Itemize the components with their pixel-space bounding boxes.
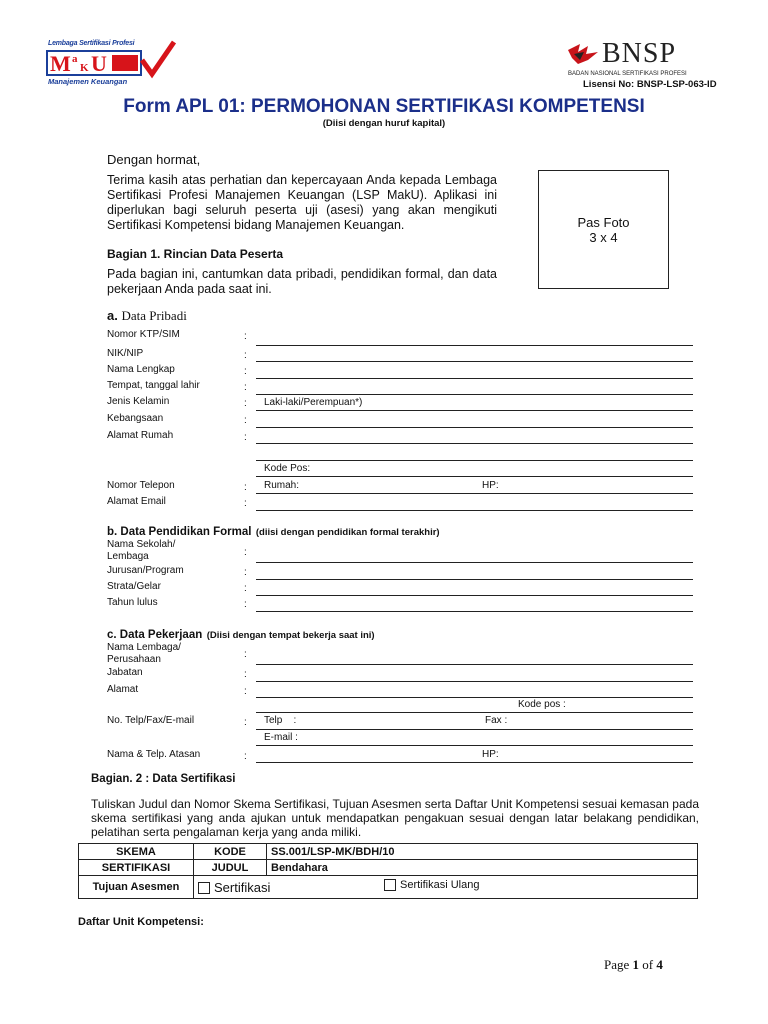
label-kebangsaan: Kebangsaan [107,413,164,424]
hp-atasan-label: HP: [482,749,499,760]
colon: : [244,331,247,342]
input-alamat-1[interactable] [256,443,693,444]
colon: : [244,482,247,493]
section-c-title: c. Data Pekerjaan [107,629,203,641]
judul-label: JUDUL [194,860,267,876]
jk-value: Laki-laki/Perempuan*) [264,397,363,408]
label-nik: NIK/NIP [107,348,144,359]
colon: : [244,599,247,610]
input-atasan[interactable] [256,762,693,763]
svg-text:a: a [72,53,78,65]
tujuan-label: Tujuan Asesmen [79,876,194,899]
input-jabatan[interactable] [256,681,693,682]
colon: : [244,498,247,509]
hp-label: HP: [482,480,499,491]
label-jurusan: Jurusan/Program [107,565,184,576]
input-lembaga[interactable] [256,664,693,665]
page-prefix: Page [604,957,630,972]
section-a-prefix: a. [107,308,118,323]
label-tahun: Tahun lulus [107,597,158,608]
label-strata: Strata/Gelar [107,581,161,592]
colon: : [244,415,247,426]
input-tahun[interactable] [256,611,693,612]
colon: : [244,547,247,558]
input-nama[interactable] [256,378,693,379]
daftar-unit-heading: Daftar Unit Kompetensi: [78,916,204,928]
sertifikasi-cell: SERTIFIKASI [79,860,194,876]
bnsp-subtitle: BADAN NASIONAL SERTIFIKASI PROFESI [568,71,687,77]
option-sertifikasi[interactable] [198,880,270,895]
colon: : [244,567,247,578]
checkbox-sertifikasi[interactable] [198,882,210,894]
bnsp-name: BNSP [602,38,677,69]
logo-top-text: Lembaga Sertifikasi Profesi [48,40,135,47]
bagian1-desc: Pada bagian ini, cantumkan data pribadi, pendidikan formal, dan data pekerjaan Anda pada saat ini. [107,267,497,296]
logo-bottom-text: Manajemen Keuangan [48,77,128,86]
kodepos-kerja-label: Kode pos : [518,699,566,710]
input-kodepos[interactable] [256,476,693,477]
judul-value: Bendahara [267,860,698,876]
form-subtitle: (Diisi dengan huruf kapital) [322,118,446,129]
logo-letters [50,51,142,75]
input-email[interactable] [256,510,693,511]
page-current: 1 [632,957,640,972]
checkbox-sertifikasi-ulang[interactable] [384,879,396,891]
input-ktp[interactable] [256,345,693,346]
input-jk[interactable] [256,410,693,411]
section-a-heading [107,308,187,324]
bagian2-heading: Bagian. 2 : Data Sertifikasi [91,773,236,785]
colon: : [244,382,247,393]
input-alamat-2[interactable] [256,460,693,461]
telp-kerja-label: Telp : [264,715,297,726]
input-telepon[interactable] [256,493,693,494]
form-title: Form APL 01: PERMOHONAN SERTIFIKASI KOMPETENSI [123,96,645,117]
label-alamat-kerja: Alamat [107,684,139,695]
svg-text:M: M [50,51,71,75]
section-a-title: Data Pribadi [121,308,187,323]
input-kodepos-kerja[interactable] [256,712,693,713]
lsp-maku-logo [46,40,178,86]
greeting: Dengan hormat, [107,152,201,167]
colon: : [244,717,247,728]
input-nik[interactable] [256,361,693,362]
option-sertifikasi-ulang-label: Sertifikasi Ulang [400,879,480,891]
skema-cell: SKEMA [79,844,194,860]
option-sertifikasi-label: Sertifikasi [214,879,271,895]
label-alamat: Alamat Rumah [107,430,174,441]
section-b-heading [107,522,440,540]
check-mark-icon [138,40,178,80]
bagian2-desc: Tuliskan Judul dan Nomor Skema Sertifikasi, Tujuan Asesmen serta Daftar Unit Kompetensi sesuai kemasan pada skema sertifikasi yang anda ajukan untuk mendapatkan pengakuan sesuai dengan latar belakang pendidikan, pelatihan serta pengalaman kerja yang anda miliki. [91,797,699,839]
option-sertifikasi-ulang[interactable] [384,879,479,891]
kode-label: KODE [194,844,267,860]
fax-kerja-label: Fax : [485,715,508,726]
tujuan-options [194,876,698,899]
label-nama: Nama Lengkap [107,364,175,375]
input-kebangsaan[interactable] [256,427,693,428]
input-telp-kerja[interactable] [256,729,693,730]
input-alamat-kerja[interactable] [256,697,693,698]
email-kerja-label: E-mail : [264,732,298,743]
kode-value: SS.001/LSP-MK/BDH/10 [267,844,698,860]
section-b-title: b. Data Pendidikan Formal [107,526,252,538]
page-total: 4 [656,957,663,972]
photo-label: Pas Foto [577,215,630,230]
label-jabatan: Jabatan [107,667,143,678]
label-sekolah: Nama Sekolah/ Lembaga [107,539,176,562]
label-ttl: Tempat, tanggal lahir [107,380,200,391]
input-sekolah[interactable] [256,562,693,563]
colon: : [244,350,247,361]
colon: : [244,649,247,660]
svg-text:K: K [80,62,89,74]
photo-box [538,170,669,289]
svg-text:U: U [91,51,107,75]
colon: : [244,686,247,697]
kodepos-label: Kode Pos: [264,463,311,474]
colon: : [244,432,247,443]
colon: : [244,751,247,762]
page-of: of [642,957,654,972]
input-email-kerja[interactable] [256,745,693,746]
input-ttl[interactable] [256,394,693,395]
label-lembaga: Nama Lembaga/ Perusahaan [107,642,181,665]
colon: : [244,583,247,594]
photo-size: 3 x 4 [589,230,618,245]
section-c-heading [107,625,375,643]
section-c-note: (Diisi dengan tempat bekerja saat ini) [206,630,375,641]
rumah-label: Rumah: [264,480,300,491]
input-strata[interactable] [256,595,693,596]
skema-table [78,843,698,899]
license-number: Lisensi No: BNSP-LSP-063-ID [583,79,717,90]
intro-paragraph: Terima kasih atas perhatian dan kepercayaan Anda kepada Lembaga Sertifikasi Profesi Manajemen Keuangan (LSP MakU). Aplikasi ini diperlukan bagi seluruh peserta uji (asesi) yang akan mengikuti Sertifikasi Kompetensi bidang Manajemen Keuangan. [107,173,497,232]
section-b-note: (diisi dengan pendidikan formal terakhir) [255,527,440,538]
label-ktp: Nomor KTP/SIM [107,329,180,340]
bnsp-logo [566,36,706,82]
label-telp-kerja: No. Telp/Fax/E-mail [107,715,195,726]
input-jurusan[interactable] [256,579,693,580]
label-atasan: Nama & Telp. Atasan [107,749,201,760]
bagian1-heading: Bagian 1. Rincian Data Peserta [107,247,284,261]
garuda-icon [566,40,600,68]
colon: : [244,366,247,377]
label-email: Alamat Email [107,496,166,507]
page-number [604,957,663,973]
label-telepon: Nomor Telepon [107,480,175,491]
colon: : [244,398,247,409]
colon: : [244,669,247,680]
label-jk: Jenis Kelamin [107,396,170,407]
